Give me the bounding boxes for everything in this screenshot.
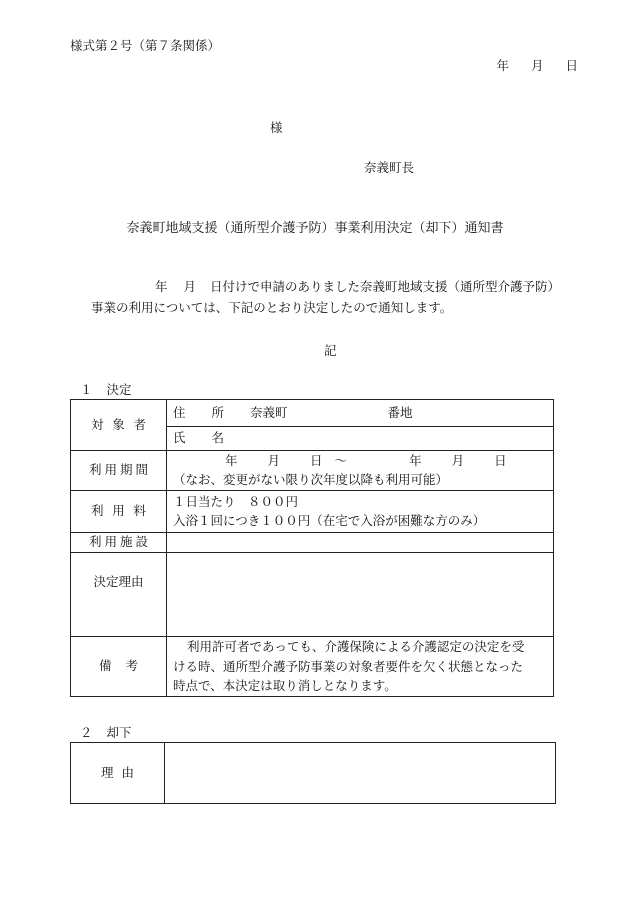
date-day: 日 — [565, 58, 578, 73]
period-start-year: 年 — [225, 452, 238, 468]
section2-heading — [80, 725, 132, 740]
remarks-line: 利用許可者であっても、介護保険による介護認定の決定を受 — [187, 639, 525, 655]
facility-label-char: 利 — [89, 534, 102, 550]
rejection-label-char: 理 — [101, 764, 114, 780]
period-label-char: 間 — [135, 462, 148, 478]
address-cell[interactable] — [167, 400, 554, 427]
name-cell[interactable] — [167, 427, 554, 451]
facility-label-char: 施 — [119, 534, 133, 550]
period-label-char: 利 — [89, 462, 102, 478]
fee-bath: 入浴１回につき１００円（在宅で入浴が困難な方のみ） — [173, 512, 486, 528]
name-label-char: 名 — [211, 430, 225, 446]
fee-label-char: 料 — [133, 503, 146, 519]
section1-number: １ — [80, 382, 93, 397]
period-start-day: 日 — [310, 452, 323, 468]
subject-label-cell — [71, 400, 167, 451]
body-line-2: 事業の利用については、下記のとおり決定したので通知します。 — [91, 300, 453, 315]
subject-label-char: 象 — [112, 416, 125, 432]
period-cell[interactable] — [167, 451, 554, 491]
body-year: 年 — [155, 279, 168, 294]
subject-label-char: 対 — [91, 416, 104, 432]
facility-label-char: 設 — [135, 534, 148, 550]
reason-cell[interactable] — [167, 553, 554, 637]
body-month: 月 — [183, 279, 197, 294]
fee-daily: １日当たり ８００円 — [173, 493, 299, 509]
form-number: 様式第２号（第７条関係） — [70, 38, 221, 53]
period-end-month: 月 — [451, 452, 465, 468]
rejection-reason-cell[interactable] — [165, 743, 556, 804]
reason-label: 決定理由 — [93, 574, 144, 589]
fee-cell — [167, 491, 554, 533]
remarks-cell — [167, 637, 554, 697]
ki-mark: 記 — [324, 343, 337, 358]
period-note: （なお、変更がない限り次年度以降も利用可能） — [173, 471, 449, 487]
period-tilde: ～ — [334, 452, 348, 468]
section1-heading — [80, 382, 132, 397]
address-banchi: 番地 — [387, 404, 413, 420]
decision-table — [70, 399, 554, 697]
period-label-char: 期 — [119, 462, 133, 478]
body-line-1-text: 日付けで申請のありました奈義町地域支援（通所型介護予防） — [210, 279, 561, 294]
issue-date — [496, 58, 578, 73]
fee-label-char: 用 — [112, 503, 125, 519]
rejection-reason-label-cell — [71, 743, 165, 804]
facility-cell[interactable] — [167, 533, 554, 553]
address-town: 奈義町 — [250, 404, 288, 420]
reason-label-cell — [71, 553, 167, 637]
period-end-day: 日 — [494, 452, 507, 468]
fee-label-char: 利 — [91, 503, 104, 519]
recipient-suffix: 様 — [270, 120, 283, 135]
date-year: 年 — [496, 58, 509, 73]
address-label-char: 住 — [173, 404, 186, 420]
remarks-label-cell — [71, 637, 167, 697]
name-label-char: 氏 — [173, 430, 186, 446]
remarks-line: 時点で、本決定は取り消しとなります。 — [173, 678, 397, 694]
remarks-label-char: 備 — [99, 658, 112, 674]
subject-label-char: 者 — [133, 416, 146, 432]
issuer-name: 奈義町長 — [364, 160, 415, 175]
remarks-label-char: 考 — [125, 658, 138, 674]
address-label-char: 所 — [211, 404, 225, 420]
period-label-cell — [71, 451, 167, 491]
period-label-char: 用 — [104, 462, 117, 478]
document-title: 奈義町地域支援（通所型介護予防）事業利用決定（却下）通知書 — [126, 221, 504, 236]
section2-number: ２ — [80, 725, 93, 740]
rejection-table — [70, 742, 556, 804]
date-month: 月 — [530, 58, 544, 73]
rejection-label-char: 由 — [121, 764, 134, 780]
period-start-month: 月 — [267, 452, 281, 468]
section1-title: 決定 — [106, 382, 132, 397]
remarks-line: ける時、通所型介護予防事業の対象者要件を欠く状態となった — [173, 658, 524, 674]
facility-label-char: 用 — [104, 534, 117, 550]
body-line-1 — [155, 279, 560, 294]
fee-label-cell — [71, 491, 167, 533]
section2-title: 却下 — [106, 725, 132, 740]
period-end-year: 年 — [409, 452, 422, 468]
facility-label-cell — [71, 533, 167, 553]
